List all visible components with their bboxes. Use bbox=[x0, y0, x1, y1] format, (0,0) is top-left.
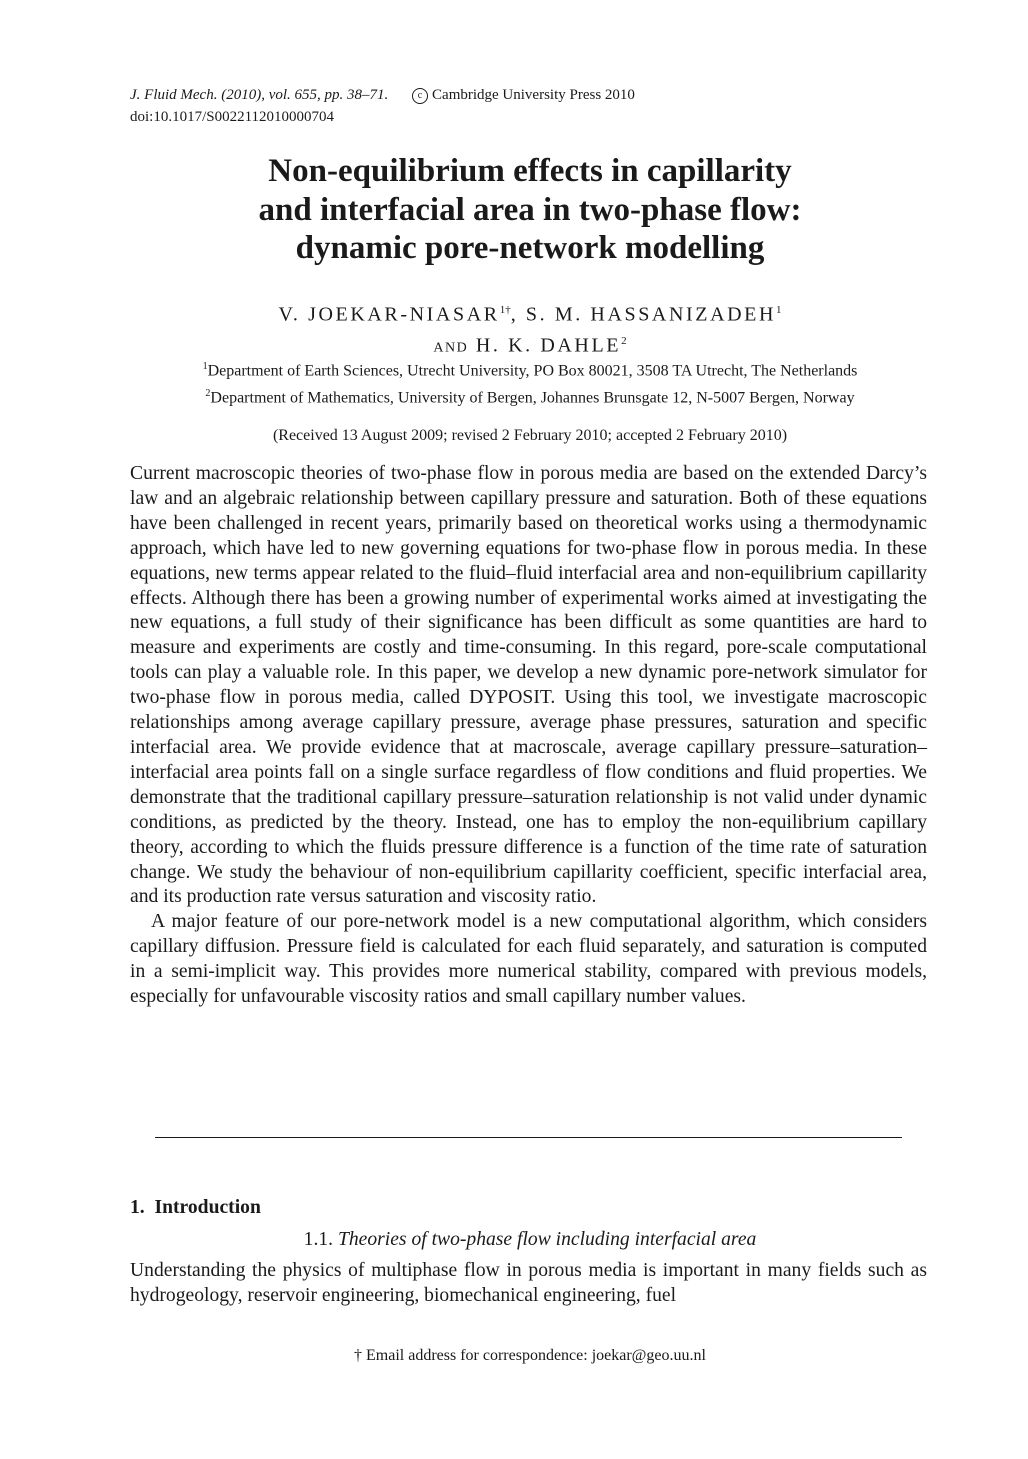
author-name: H. K. DAHLE bbox=[475, 334, 622, 357]
copyright-text: Cambridge University Press 2010 bbox=[432, 87, 635, 103]
correspondence-footnote: † Email address for correspondence: joekar@geo.uu.nl bbox=[354, 1347, 706, 1364]
citation-line bbox=[130, 84, 635, 106]
title-line-2: and interfacial area in two-phase flow: bbox=[258, 191, 802, 228]
intro-paragraph: Understanding the physics of multiphase flow in porous media is important in many fields such as hydrogeology, reservoir engineering, biomechanical engineering, fuel bbox=[130, 1260, 927, 1306]
abstract-paragraph-2: A major feature of our pore-network model is a new computational algorithm, which considers capillary diffusion. Pressure field is calculated for each fluid separately, and saturation is computed in a semi-implicit way. This provides more numerical stability, compared with previous models, especially for unfavourable viscosity ratios and small capillary number values. bbox=[130, 911, 927, 1008]
affiliation-mark: 1 bbox=[202, 361, 208, 372]
affiliation-text: Department of Earth Sciences, Utrecht University, PO Box 80021, 3508 TA Utrecht, The Netherlands bbox=[207, 362, 858, 380]
paper-title bbox=[130, 152, 930, 268]
affiliation-text: Department of Mathematics, University of Bergen, Johannes Brunsgate 12, N-5007 Bergen, Norway bbox=[210, 389, 855, 407]
journal-header bbox=[130, 84, 635, 128]
received-dates: (Received 13 August 2009; revised 2 February 2010; accepted 2 February 2010) bbox=[272, 427, 788, 444]
author-affil-mark: 1† bbox=[499, 304, 511, 316]
author-line-1 bbox=[130, 297, 930, 328]
affiliation-2 bbox=[60, 384, 1000, 408]
section-heading bbox=[130, 1196, 261, 1220]
author-affil-mark: 2 bbox=[621, 334, 627, 347]
copyright-icon: c bbox=[412, 88, 428, 104]
author-affil-mark: 1 bbox=[776, 304, 782, 316]
author-conjunction: AND bbox=[433, 340, 469, 356]
author-list bbox=[130, 297, 930, 361]
subsection-number: 1.1. bbox=[303, 1229, 334, 1250]
subsection-heading bbox=[130, 1228, 930, 1252]
abstract-paragraph-1: Current macroscopic theories of two-phase flow in porous media are based on the extended Darcy’s law and an algebraic relationship between capillary pressure and saturation. Both of these equations have been challenged in recent years, primarily based on theoretical works using a thermodynamic approach, which have led to new governing equations for two-phase flow in porous media. In these equations, new terms appear related to the fluid–fluid interfacial area and non-equilibrium capillarity effects. Although there has been a growing number of experimental works aimed at investigating the new equations, a full study of their significance has been difficult as some quantities are hard to measure and experiments are costly and time-consuming. In this regard, pore-scale computational tools can play a valuable role. In this paper, we develop a new dynamic pore-network simulator for two-phase flow in porous media, called DYPOSIT. Using this tool, we investigate macroscopic relationships among average capillary pressure, average phase pressures, saturation and specific interfacial area. We provide evidence that at macroscale, average capillary pressure–saturation–interfacial area points fall on a single surface regardless of flow conditions and fluid properties. We demonstrate that the traditional capillary pressure–saturation relationship is not valid under dynamic conditions, as predicted by the theory. Instead, one has to employ the non-equilibrium capillary theory, according to which the fluids pressure difference is a function of the time rate of saturation change. We study the behaviour of non-equilibrium capillarity coefficient, specific interfacial area, and its production rate versus saturation and viscosity ratio. bbox=[130, 463, 927, 908]
author-name: S. M. HASSANIZADEH bbox=[525, 303, 777, 326]
author-separator: , bbox=[510, 303, 526, 326]
subsection-title: Theories of two-phase flow including interfacial area bbox=[337, 1229, 757, 1250]
title-line-1: Non-equilibrium effects in capillarity bbox=[268, 153, 792, 189]
author-name: V. JOEKAR-NIASAR bbox=[278, 303, 500, 326]
affiliation-1 bbox=[60, 357, 1000, 381]
abstract-divider bbox=[155, 1137, 902, 1138]
section-title: Introduction bbox=[154, 1197, 261, 1218]
body-text bbox=[130, 1259, 927, 1309]
section-number: 1. bbox=[130, 1197, 145, 1218]
copyright-notice bbox=[412, 87, 635, 103]
doi: doi:10.1017/S0022112010000704 bbox=[130, 109, 335, 125]
affiliation-mark: 2 bbox=[205, 388, 211, 399]
abstract bbox=[130, 462, 927, 1010]
journal-citation: J. Fluid Mech. (2010), vol. 655, pp. 38–71. bbox=[130, 87, 389, 103]
title-line-3: dynamic pore-network modelling bbox=[295, 230, 765, 266]
